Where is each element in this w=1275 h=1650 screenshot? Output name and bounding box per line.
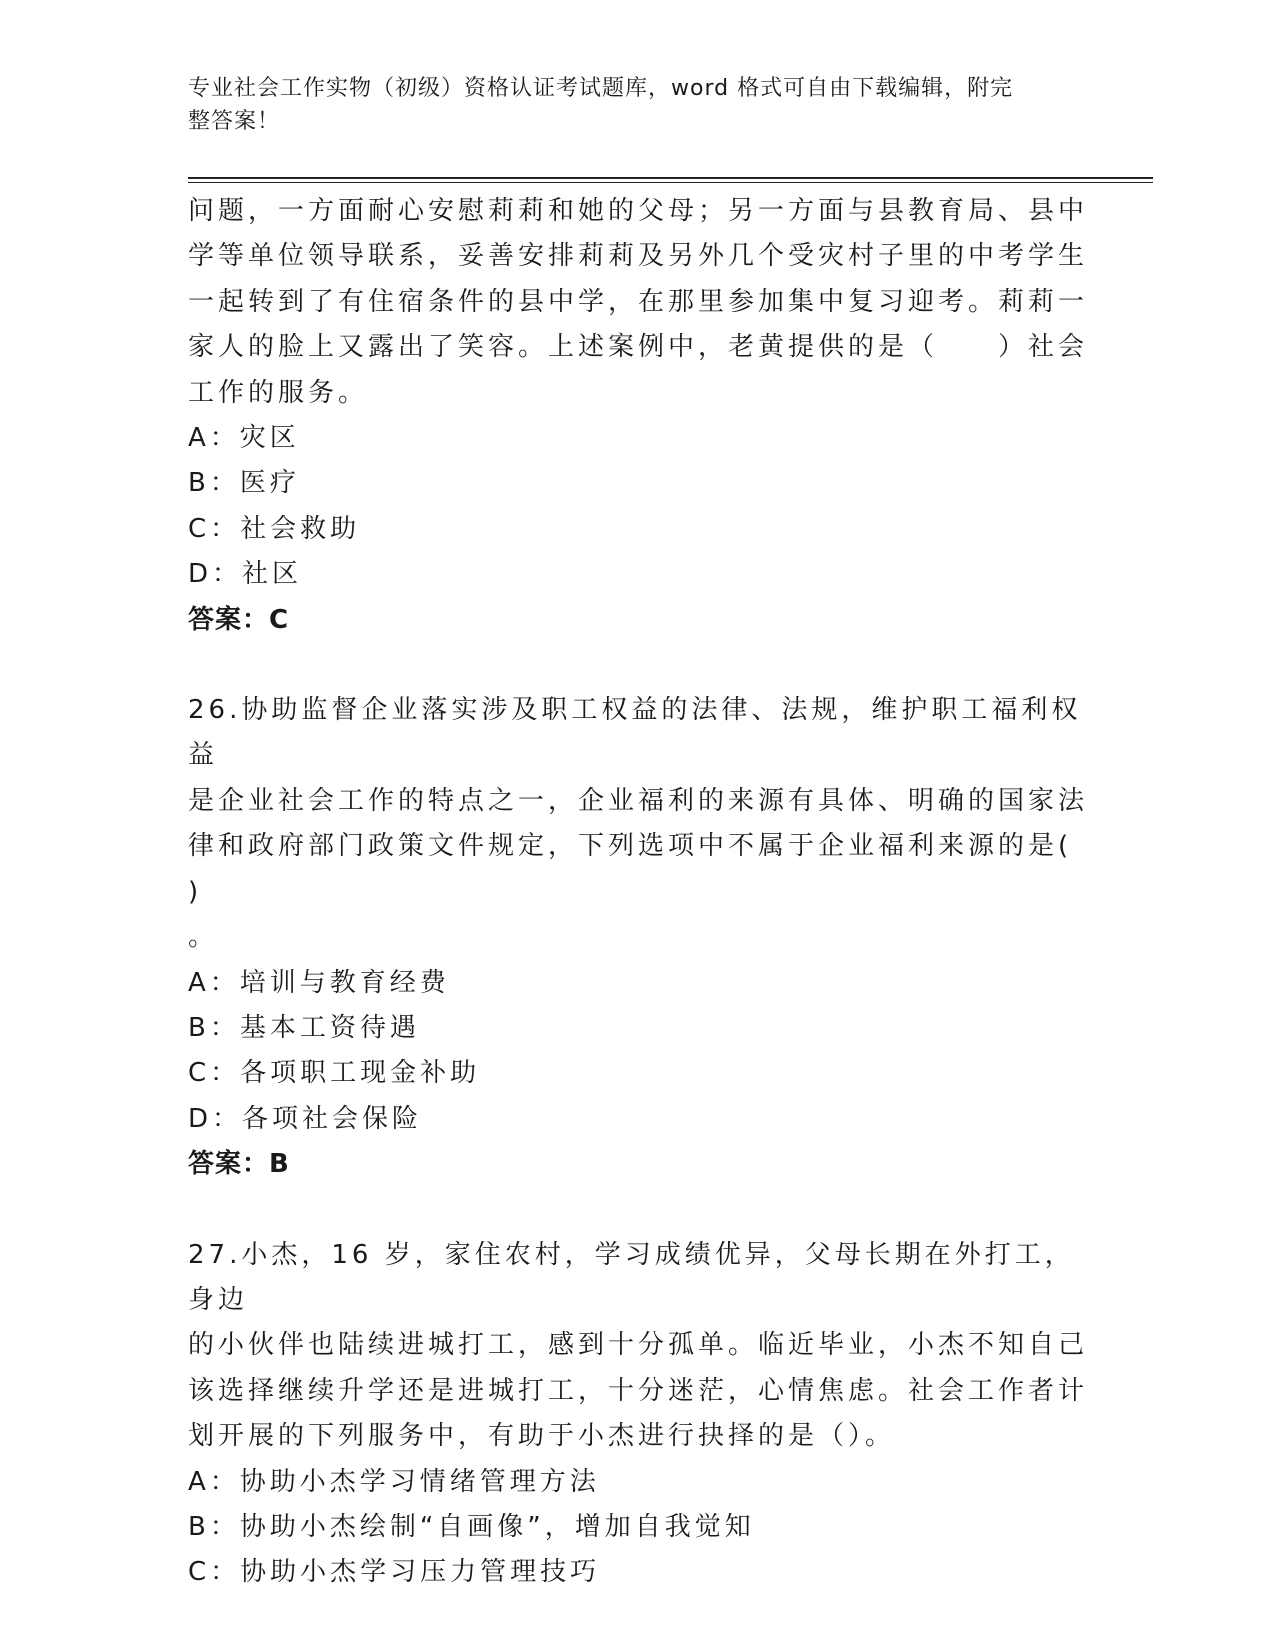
header-line-2: 整答案！ bbox=[188, 109, 281, 134]
question-text-line: 学等单位领导联系，妥善安排莉莉及另外几个受灾村子里的中考学生 bbox=[188, 241, 1089, 272]
question-26 bbox=[188, 688, 1088, 1187]
option-b: B：医疗 bbox=[188, 468, 300, 499]
question-text-line: 是企业社会工作的特点之一，企业福利的来源有具体、明确的国家法 bbox=[188, 785, 1089, 816]
option-b: B：基本工资待遇 bbox=[188, 1012, 420, 1043]
option-c: C：社会救助 bbox=[188, 513, 361, 544]
answer-line: 答案：B bbox=[188, 1149, 290, 1180]
question-text-line: 27.小杰，16 岁，家住农村，学习成绩优异，父母长期在外打工，身边 bbox=[188, 1239, 1075, 1315]
header-line-1: 专业社会工作实物（初级）资格认证考试题库，word 格式可自由下载编辑，附完 bbox=[188, 76, 1014, 101]
header-divider-thick bbox=[188, 177, 1153, 179]
option-a: A：灾区 bbox=[188, 423, 300, 454]
header-divider-thin bbox=[188, 182, 1153, 183]
question-text-line: 问题，一方面耐心安慰莉莉和她的父母；另一方面与县教育局、县中 bbox=[188, 196, 1089, 226]
question-text-line: 划开展的下列服务中，有助于小杰进行抉择的是（）。 bbox=[188, 1421, 896, 1452]
option-d: D：社区 bbox=[188, 559, 303, 590]
option-a: A：培训与教育经费 bbox=[188, 967, 450, 998]
question-text-line: 26.协助监督企业落实涉及职工权益的法律、法规，维护职工福利权益 bbox=[188, 695, 1082, 771]
question-text-line: 律和政府部门政策文件规定，下列选项中不属于企业福利来源的是( ) bbox=[188, 831, 1073, 907]
question-27 bbox=[188, 1233, 1088, 1596]
answer-line: 答案：C bbox=[188, 604, 290, 635]
question-text-line: 家人的脸上又露出了笑容。上述案例中，老黄提供的是（ ）社会 bbox=[188, 332, 1089, 363]
page-header bbox=[188, 72, 1068, 138]
question-25 bbox=[188, 189, 1088, 643]
option-a: A：协助小杰学习情绪管理方法 bbox=[188, 1466, 600, 1497]
option-c: C：各项职工现金补助 bbox=[188, 1058, 481, 1089]
question-text-line: 的小伙伴也陆续进城打工，感到十分孤单。临近毕业，小杰不知自己 bbox=[188, 1330, 1089, 1361]
question-text-line: 工作的服务。 bbox=[188, 377, 369, 408]
option-c: C：协助小杰学习压力管理技巧 bbox=[188, 1557, 601, 1588]
question-text-line: 一起转到了有住宿条件的县中学，在那里参加集中复习迎考。莉莉一 bbox=[188, 286, 1089, 317]
option-d: D：各项社会保险 bbox=[188, 1103, 423, 1134]
document-body bbox=[188, 189, 1088, 1596]
question-text-line: 该选择继续升学还是进城打工，十分迷茫，心情焦虑。社会工作者计 bbox=[188, 1375, 1089, 1406]
option-b: B：协助小杰绘制“自画像”，增加自我觉知 bbox=[188, 1511, 755, 1542]
question-text-line: 。 bbox=[188, 922, 219, 953]
